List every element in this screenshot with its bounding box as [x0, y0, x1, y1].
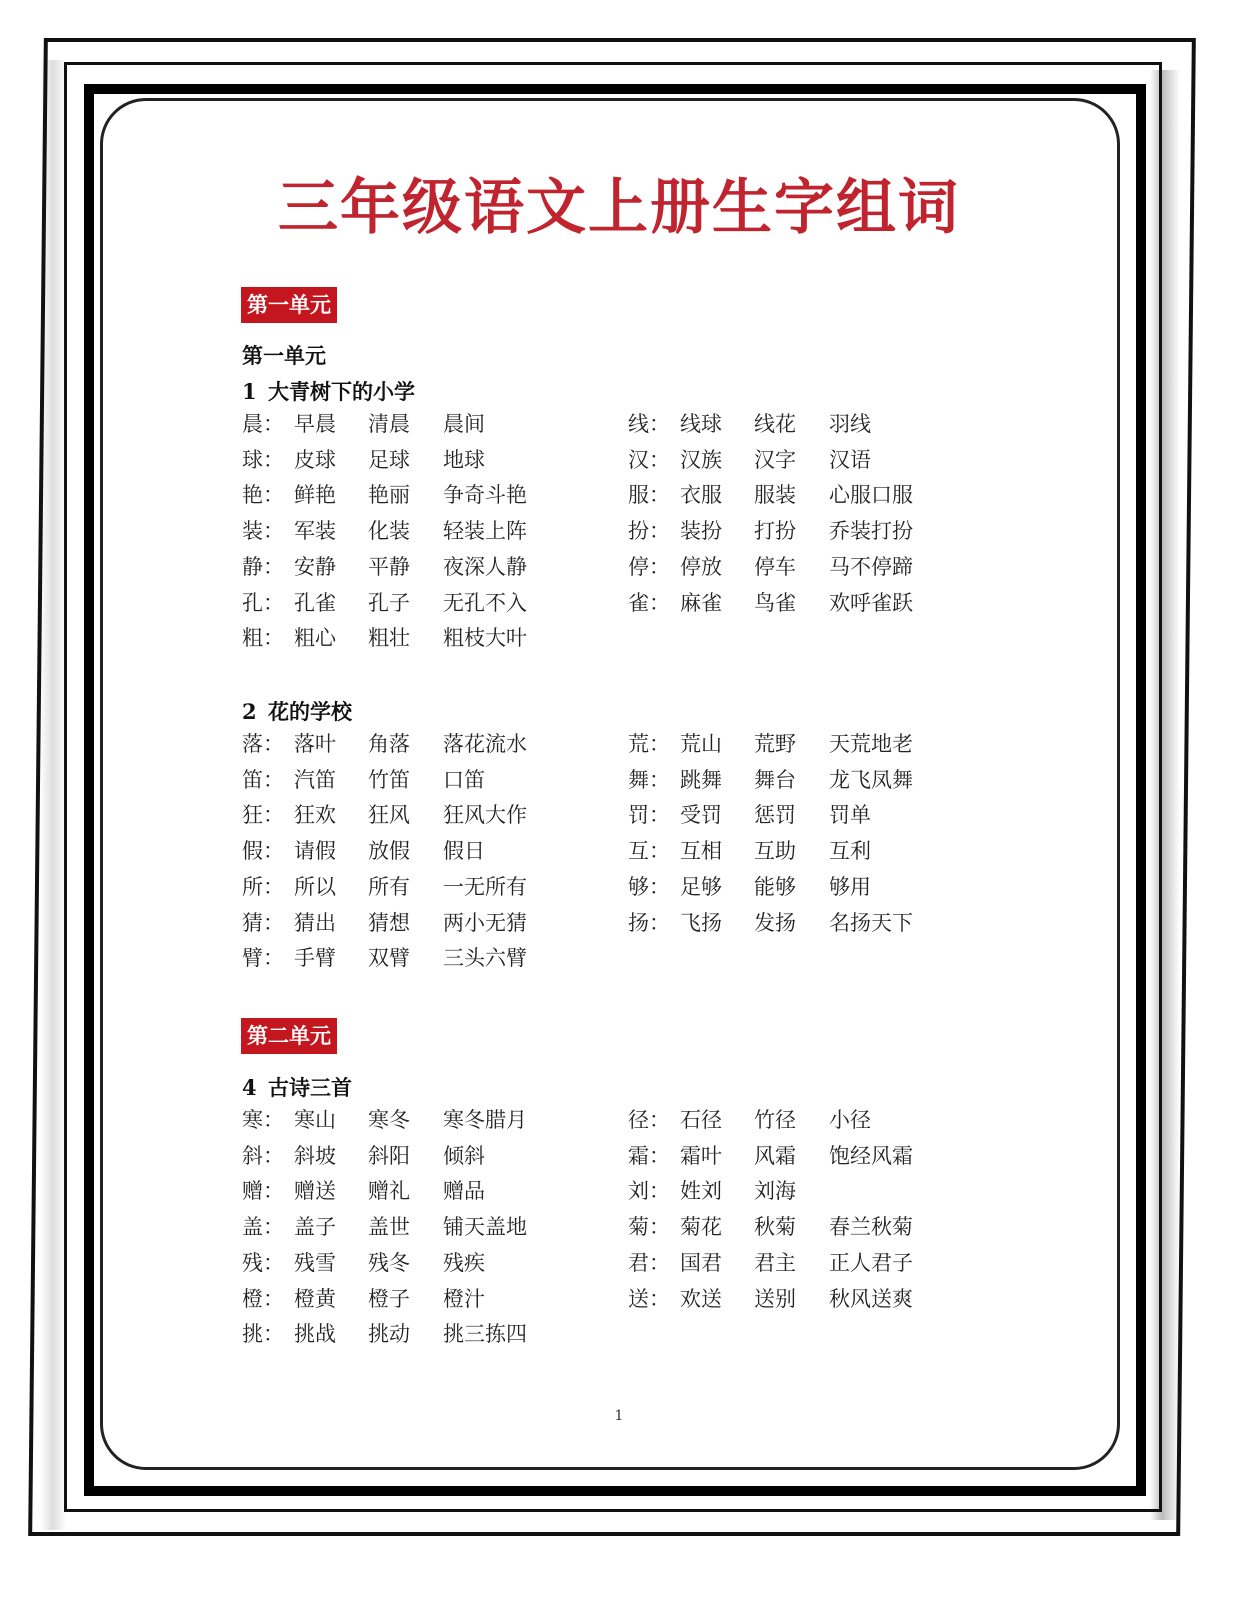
- word-compound: 互利: [829, 839, 871, 864]
- word-compound: 挑动: [368, 1322, 410, 1347]
- word-compound: 争奇斗艳: [443, 483, 527, 508]
- head-character: 假：: [242, 839, 284, 864]
- head-character: 罚：: [628, 803, 670, 828]
- word-compound: 姓刘: [680, 1179, 722, 1204]
- word-compound: 够用: [829, 874, 871, 899]
- head-character: 球：: [242, 447, 284, 472]
- head-character: 刘：: [628, 1179, 670, 1204]
- word-compound: 橙汁: [443, 1286, 485, 1311]
- word-compound: 赠品: [443, 1179, 485, 1204]
- head-character: 落：: [242, 732, 284, 756]
- word-compound: 正人君子: [829, 1250, 913, 1275]
- word-compound: 地球: [443, 447, 485, 472]
- word-compound: 线球: [680, 412, 722, 436]
- word-compound: 欢呼雀跃: [829, 590, 913, 615]
- head-character: 臂：: [242, 946, 284, 971]
- word-compound: 无孔不入: [443, 590, 527, 615]
- word-compound: 国君: [680, 1250, 722, 1275]
- lesson-number: 2: [242, 699, 257, 724]
- word-compound: 服装: [754, 483, 796, 508]
- head-character: 晨：: [242, 412, 284, 436]
- head-character: 扮：: [628, 519, 670, 544]
- word-compound: 手臂: [294, 946, 336, 971]
- word-compound: 停车: [754, 554, 796, 579]
- word-compound: 口笛: [443, 767, 485, 792]
- word-compound: 小径: [829, 1108, 871, 1132]
- word-compound: 双臂: [368, 946, 410, 971]
- word-compound: 残雪: [294, 1250, 336, 1275]
- head-character: 粗：: [242, 626, 284, 651]
- word-compound: 线花: [754, 412, 796, 436]
- word-compound: 停放: [680, 554, 722, 579]
- word-compound: 汉字: [754, 447, 796, 472]
- word-compound: 发扬: [754, 910, 796, 935]
- word-compound: 落花流水: [443, 732, 527, 756]
- word-compound: 汉语: [829, 447, 871, 472]
- word-compound: 落叶: [294, 732, 336, 756]
- word-compound: 所有: [368, 874, 410, 899]
- word-compound: 斜阳: [368, 1143, 410, 1168]
- head-character: 菊：: [628, 1215, 670, 1240]
- page-title: 三年级语文上册生字组词: [278, 173, 960, 243]
- word-compound: 竹径: [754, 1108, 796, 1132]
- word-compound: 送别: [754, 1286, 796, 1311]
- word-compound: 石径: [680, 1108, 722, 1132]
- head-character: 霜：: [628, 1143, 670, 1168]
- word-compound: 粗心: [294, 626, 336, 651]
- word-compound: 荒野: [754, 732, 796, 756]
- word-compound: 打扮: [754, 519, 796, 544]
- word-compound: 鲜艳: [294, 483, 336, 508]
- head-character: 舞：: [628, 767, 670, 792]
- lesson-heading-4: [242, 1072, 352, 1102]
- word-compound: 盖世: [368, 1215, 410, 1240]
- unit-badge-2: 第二单元: [241, 1018, 337, 1054]
- word-compound: 粗壮: [368, 626, 410, 651]
- word-compound: 汽笛: [294, 767, 336, 792]
- head-character: 径：: [628, 1108, 670, 1132]
- word-compound: 衣服: [680, 483, 722, 508]
- head-character: 所：: [242, 874, 284, 899]
- word-compound: 盖子: [294, 1215, 336, 1240]
- head-character: 君：: [628, 1250, 670, 1275]
- head-character: 笛：: [242, 767, 284, 792]
- word-compound: 斜坡: [294, 1143, 336, 1168]
- word-compound: 所以: [294, 874, 336, 899]
- word-compound: 竹笛: [368, 767, 410, 792]
- word-compound: 飞扬: [680, 910, 722, 935]
- word-compound: 请假: [294, 839, 336, 864]
- word-compound: 角落: [368, 732, 410, 756]
- head-character: 停：: [628, 554, 670, 579]
- head-character: 送：: [628, 1286, 670, 1311]
- head-character: 服：: [628, 483, 670, 508]
- head-character: 盖：: [242, 1215, 284, 1240]
- word-compound: 三头六臂: [443, 946, 527, 971]
- unit-badge-1: 第一单元: [241, 287, 337, 323]
- word-compound: 放假: [368, 839, 410, 864]
- head-character: 狂：: [242, 803, 284, 828]
- word-compound: 互助: [754, 839, 796, 864]
- word-compound: 夜深人静: [443, 554, 527, 579]
- word-compound: 粗枝大叶: [443, 626, 527, 651]
- head-character: 艳：: [242, 483, 284, 508]
- word-compound: 麻雀: [680, 590, 722, 615]
- head-character: 汉：: [628, 447, 670, 472]
- word-compound: 赠礼: [368, 1179, 410, 1204]
- lesson-heading-1: [242, 376, 415, 406]
- word-compound: 两小无猜: [443, 910, 527, 935]
- word-compound: 孔子: [368, 590, 410, 615]
- word-compound: 挑战: [294, 1322, 336, 1347]
- head-character: 雀：: [628, 590, 670, 615]
- word-compound: 狂风大作: [443, 803, 527, 828]
- head-character: 互：: [628, 839, 670, 864]
- word-compound: 安静: [294, 554, 336, 579]
- word-compound: 狂风: [368, 803, 410, 828]
- word-compound: 互相: [680, 839, 722, 864]
- word-compound: 春兰秋菊: [829, 1215, 913, 1240]
- lesson-name: 大青树下的小学: [268, 379, 415, 404]
- word-compound: 军装: [294, 519, 336, 544]
- word-compound: 能够: [754, 874, 796, 899]
- head-character: 够：: [628, 874, 670, 899]
- lesson-number: 4: [242, 1075, 257, 1100]
- word-compound: 猜想: [368, 910, 410, 935]
- head-character: 装：: [242, 519, 284, 544]
- head-character: 赠：: [242, 1179, 284, 1204]
- unit-heading-1: 第一单元: [242, 343, 326, 368]
- word-compound: 倾斜: [443, 1143, 485, 1168]
- lesson-name: 古诗三首: [268, 1075, 352, 1100]
- word-compound: 受罚: [680, 803, 722, 828]
- word-compound: 足球: [368, 447, 410, 472]
- word-compound: 橙黄: [294, 1286, 336, 1311]
- head-character: 孔：: [242, 590, 284, 615]
- word-compound: 孔雀: [294, 590, 336, 615]
- word-compound: 刘海: [754, 1179, 796, 1204]
- head-character: 残：: [242, 1250, 284, 1275]
- word-compound: 平静: [368, 554, 410, 579]
- word-compound: 皮球: [294, 447, 336, 472]
- head-character: 线：: [628, 412, 670, 436]
- word-compound: 寒山: [294, 1108, 336, 1132]
- head-character: 荒：: [628, 732, 670, 756]
- page-number: 1: [614, 1408, 624, 1424]
- word-compound: 寒冬: [368, 1108, 410, 1132]
- word-compound: 名扬天下: [829, 910, 913, 935]
- word-compound: 欢送: [680, 1286, 722, 1311]
- word-compound: 霜叶: [680, 1143, 722, 1168]
- word-compound: 一无所有: [443, 874, 527, 899]
- head-character: 斜：: [242, 1143, 284, 1168]
- word-compound: 早晨: [294, 412, 336, 436]
- word-compound: 残冬: [368, 1250, 410, 1275]
- word-compound: 羽线: [829, 412, 871, 436]
- word-compound: 马不停蹄: [829, 554, 913, 579]
- word-compound: 挑三拣四: [443, 1322, 527, 1347]
- head-character: 挑：: [242, 1322, 284, 1347]
- word-compound: 舞台: [754, 767, 796, 792]
- word-compound: 天荒地老: [829, 732, 913, 756]
- word-compound: 荒山: [680, 732, 722, 756]
- word-compound: 龙飞凤舞: [829, 767, 913, 792]
- word-compound: 心服口服: [829, 483, 913, 508]
- head-character: 猜：: [242, 910, 284, 935]
- word-compound: 赠送: [294, 1179, 336, 1204]
- word-compound: 秋菊: [754, 1215, 796, 1240]
- word-compound: 化装: [368, 519, 410, 544]
- word-compound: 艳丽: [368, 483, 410, 508]
- word-compound: 君主: [754, 1250, 796, 1275]
- word-compound: 跳舞: [680, 767, 722, 792]
- word-compound: 菊花: [680, 1215, 722, 1240]
- head-character: 静：: [242, 554, 284, 579]
- word-compound: 橙子: [368, 1286, 410, 1311]
- lesson-name: 花的学校: [268, 699, 352, 724]
- lesson-number: 1: [242, 379, 257, 404]
- head-character: 橙：: [242, 1286, 284, 1311]
- word-compound: 足够: [680, 874, 722, 899]
- head-character: 寒：: [242, 1108, 284, 1132]
- word-compound: 乔装打扮: [829, 519, 913, 544]
- word-compound: 装扮: [680, 519, 722, 544]
- word-compound: 秋风送爽: [829, 1286, 913, 1311]
- word-compound: 饱经风霜: [829, 1143, 913, 1168]
- lesson-heading-2: [242, 696, 352, 726]
- word-compound: 汉族: [680, 447, 722, 472]
- word-compound: 清晨: [368, 412, 410, 436]
- word-compound: 寒冬腊月: [443, 1108, 527, 1132]
- word-compound: 铺天盖地: [443, 1215, 527, 1240]
- word-compound: 猜出: [294, 910, 336, 935]
- word-compound: 轻装上阵: [443, 519, 527, 544]
- word-compound: 惩罚: [754, 803, 796, 828]
- word-compound: 残疾: [443, 1250, 485, 1275]
- word-compound: 狂欢: [294, 803, 336, 828]
- word-compound: 风霜: [754, 1143, 796, 1168]
- word-compound: 罚单: [829, 803, 871, 828]
- word-compound: 晨间: [443, 412, 485, 436]
- head-character: 扬：: [628, 910, 670, 935]
- word-compound: 假日: [443, 839, 485, 864]
- word-compound: 鸟雀: [754, 590, 796, 615]
